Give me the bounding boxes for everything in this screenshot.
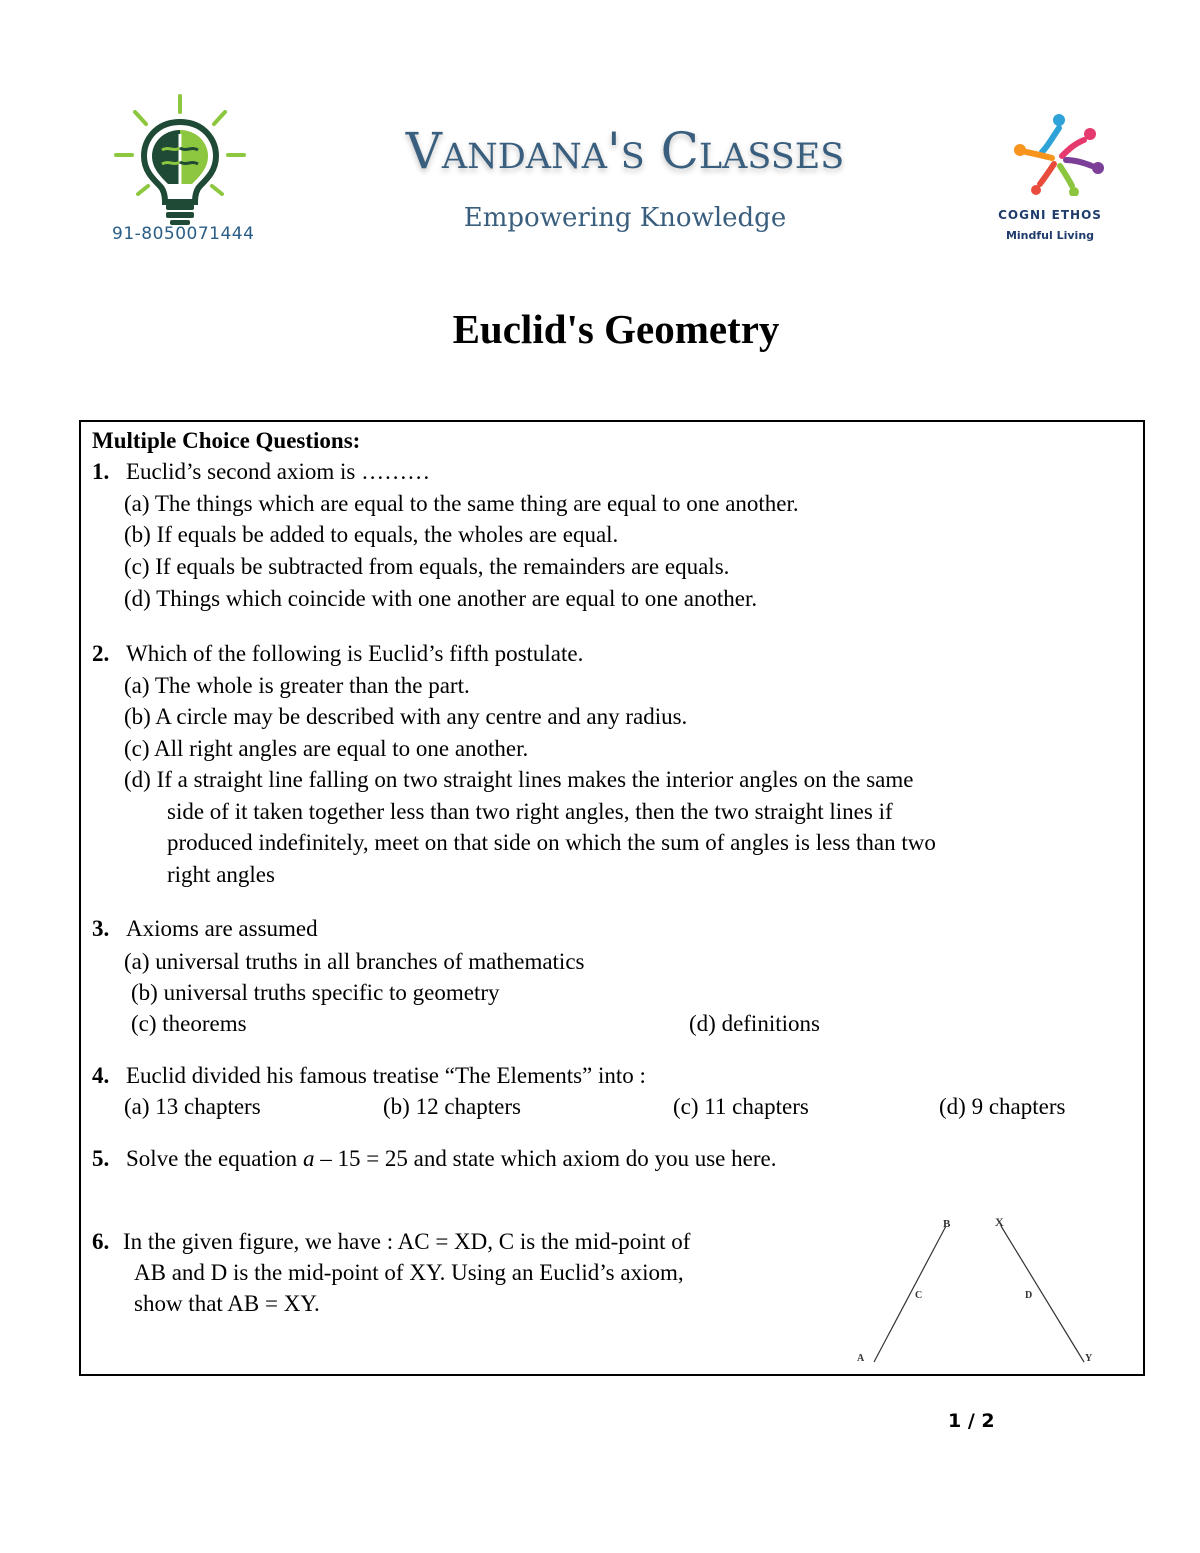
option-d: (d) definitions (689, 1011, 820, 1036)
question-text: Axioms are assumed (126, 916, 318, 941)
option-a: (a) universal truths in all branches of mathematics (124, 949, 585, 974)
question-text-line-2: AB and D is the mid-point of XY. Using an Euclid’s axiom, (134, 1260, 684, 1285)
option-b: (b) 12 chapters (383, 1094, 521, 1119)
question-number: 1. (92, 459, 110, 484)
partner-tagline: Mindful Living (1005, 229, 1095, 242)
cogni-ethos-logo-icon (1012, 112, 1106, 196)
question-number: 6. (92, 1229, 110, 1254)
label-y: Y (1085, 1353, 1093, 1364)
line-xy (1001, 1226, 1084, 1362)
option-c: (c) 11 chapters (673, 1094, 809, 1119)
question-text: Euclid’s second axiom is ……… (126, 459, 431, 484)
option-c: (c) theorems (131, 1011, 247, 1036)
phone-number: 91-8050071444 (112, 224, 255, 244)
label-d: D (1025, 1290, 1033, 1301)
question-number: 2. (92, 641, 110, 666)
label-b: B (943, 1218, 951, 1230)
option-d-line-3: produced indefinitely, meet on that side on which the sum of angles is less than two (167, 830, 936, 855)
question-number: 3. (92, 916, 110, 941)
equation-text-before: Solve the equation (126, 1146, 303, 1171)
option-a: (a) 13 chapters (124, 1094, 261, 1119)
option-b: (b) A circle may be described with any centre and any radius. (124, 704, 688, 729)
question-text: Which of the following is Euclid’s fifth postulate. (126, 641, 584, 666)
label-x: X (995, 1215, 1004, 1229)
question-text: Euclid divided his famous treatise “The Elements” into : (126, 1063, 646, 1088)
equation-text-after: – 15 = 25 and state which axiom do you use here. (314, 1146, 777, 1171)
questions-box (79, 420, 1145, 1376)
option-d-line-4: right angles (167, 862, 275, 887)
option-d: (d) 9 chapters (939, 1094, 1066, 1119)
option-d-line-2: side of it taken together less than two right angles, then the two straight lines if (167, 799, 893, 824)
option-a: (a) The whole is greater than the part. (124, 673, 470, 698)
option-b: (b) universal truths specific to geometry (131, 980, 500, 1005)
partner-name: COGNI ETHOS (998, 208, 1102, 222)
section-heading: Multiple Choice Questions: (92, 428, 361, 453)
page-title: Euclid's Geometry (452, 306, 780, 352)
option-c: (c) If equals be subtracted from equals, the remainders are equals. (124, 554, 730, 579)
question-text-line-1: In the given figure, we have : AC = XD, C is the mid-point of (123, 1229, 691, 1254)
question-number: 5. (92, 1146, 110, 1171)
label-c: C (915, 1290, 923, 1301)
question-text (126, 1147, 776, 1170)
equation-variable: a (302, 1146, 315, 1171)
option-b: (b) If equals be added to equals, the wholes are equal. (124, 522, 619, 547)
geometry-figure (846, 1212, 1106, 1372)
line-ab (874, 1226, 946, 1362)
option-d: (d) If a straight line falling on two straight lines makes the interior angles on the same (124, 767, 914, 792)
option-d: (d) Things which coincide with one another are equal to one another. (124, 586, 758, 611)
option-a: (a) The things which are equal to the same thing are equal to one another. (124, 491, 799, 516)
option-c: (c) All right angles are equal to one another. (124, 736, 529, 761)
label-a: A (857, 1353, 865, 1364)
brand-title: Vandana's Classes (405, 122, 845, 180)
page-number: 1 / 2 (948, 1410, 995, 1432)
brand-tagline: Empowering Knowledge (463, 203, 787, 233)
question-text-line-3: show that AB = XY. (134, 1291, 320, 1316)
question-number: 4. (92, 1063, 110, 1088)
